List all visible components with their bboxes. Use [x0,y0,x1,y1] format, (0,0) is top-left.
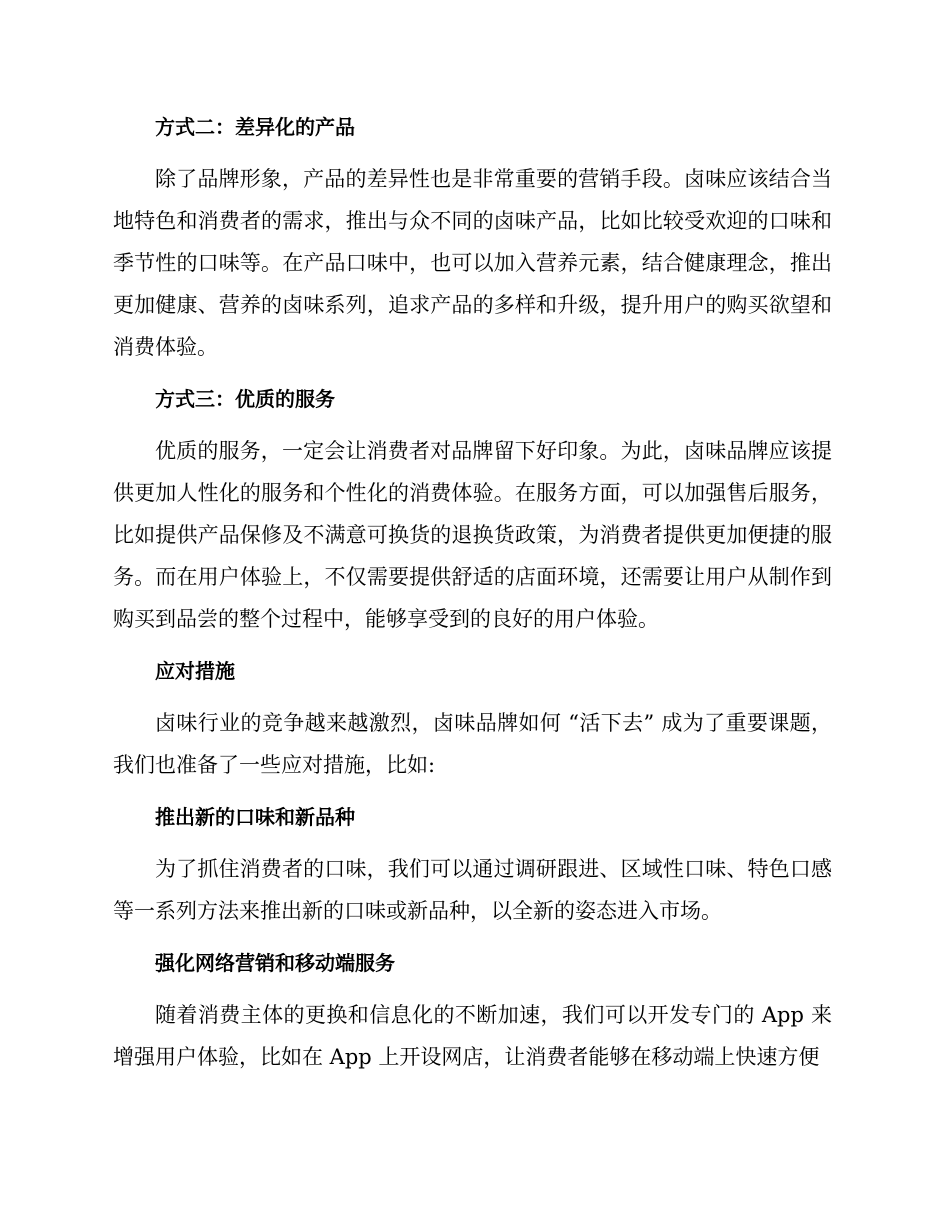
section-paragraph: 卤味行业的竞争越来越激烈，卤味品牌如何 “活下去” 成为了重要课题，我们也准备了一些应对措施，比如: [113,711,832,777]
section-heading: 方式三：优质的服务 [155,387,335,411]
section-paragraph: 随着消费主体的更换和信息化的不断加速，我们可以开发专门的 App 来增强用户体验，比如在 App 上开设网店，让消费者能够在移动端上快速方便 [113,1003,832,1069]
section-heading: 强化网络营销和移动端服务 [155,951,395,975]
section-paragraph: 优质的服务，一定会让消费者对品牌留下好印象。为此，卤味品牌应该提供更加人性化的服务和个性化的消费体验。在服务方面，可以加强售后服务，比如提供产品保修及不满意可换货的退换货政策，为消费者提供更加便捷的服务。而在用户体验上，不仅需要提供舒适的店面环境，还需要让用户从制作到购买到品尝的整个过程中，能够享受到的良好的用户体验。 [113,439,832,631]
section-paragraph: 为了抓住消费者的口味，我们可以通过调研跟进、区域性口味、特色口感等一系列方法来推出新的口味或新品种，以全新的姿态进入市场。 [113,857,832,923]
section-heading: 推出新的口味和新品种 [155,805,355,829]
section-heading: 方式二：差异化的产品 [155,115,355,139]
section-heading: 应对措施 [155,659,235,683]
section-paragraph: 除了品牌形象，产品的差异性也是非常重要的营销手段。卤味应该结合当地特色和消费者的需求，推出与众不同的卤味产品，比如比较受欢迎的口味和季节性的口味等。在产品口味中，也可以加入营养元素，结合健康理念，推出更加健康、营养的卤味系列，追求产品的多样和升级，提升用户的购买欲望和消费体验。 [113,167,832,359]
